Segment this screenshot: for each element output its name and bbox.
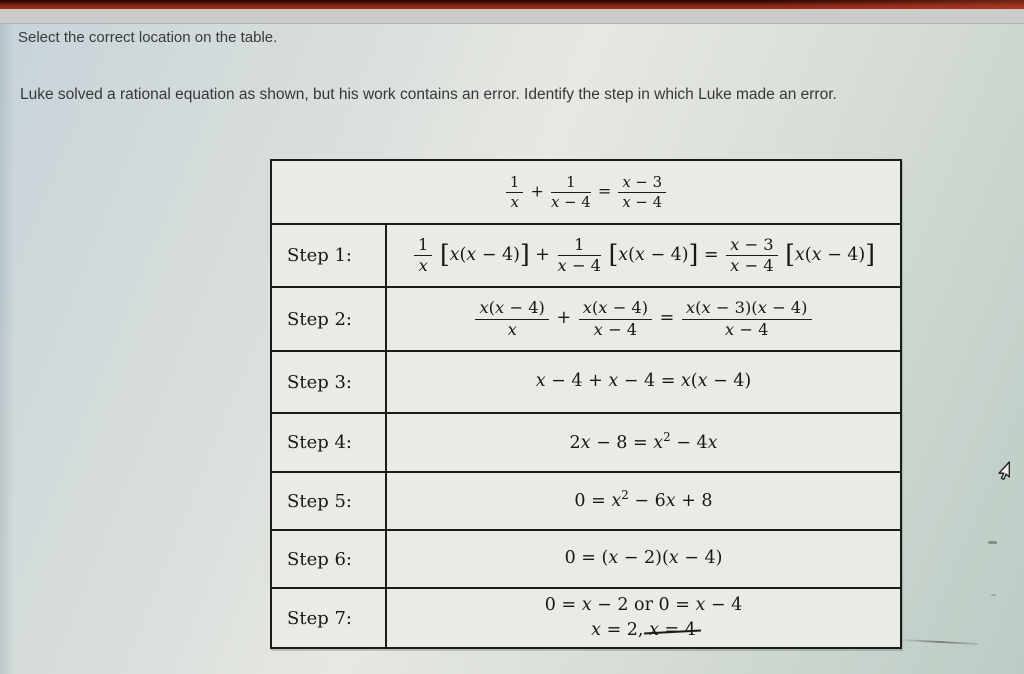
table-row[interactable]	[271, 588, 901, 648]
step-label[interactable]: Step 7:	[271, 588, 386, 648]
select-location-instruction: Select the correct location on the table.	[18, 29, 278, 46]
step-label[interactable]: Step 3:	[271, 351, 386, 413]
table-header	[271, 160, 901, 224]
step-label[interactable]: Step 2:	[271, 287, 386, 351]
screen-artifact	[991, 594, 996, 596]
step-label[interactable]: Step 6:	[271, 530, 386, 588]
equation-header-row	[271, 160, 901, 224]
question-prompt: Luke solved a rational equation as shown, but his work contains an error. Identify the step in which Luke made an error.	[20, 86, 837, 103]
steps-body	[271, 224, 901, 648]
table-row[interactable]	[271, 413, 901, 472]
table-row[interactable]	[271, 530, 901, 588]
step-equation[interactable]: $\frac{1}{x}$ [x(x − 4)] + $\frac{1}{x - 4}$ [x(x − 4)] = $\frac{x - 3}{x - 4}$ [x(x − 4)]	[386, 224, 901, 287]
screen-edge-vignette	[0, 0, 14, 674]
screen-artifact	[988, 541, 997, 544]
step-equation[interactable]: $0 = x^2 - 6x + 8$	[386, 472, 901, 530]
step-equation[interactable]: x − 4 + x − 4 = x(x − 4)	[386, 351, 901, 413]
screen-artifact	[902, 639, 978, 645]
step-label[interactable]: Step 4:	[271, 413, 386, 472]
gray-strip	[0, 9, 1024, 24]
table-row[interactable]	[271, 287, 901, 351]
step-label[interactable]: Step 5:	[271, 472, 386, 530]
top-red-bar-highlight	[764, 0, 1024, 9]
step-label[interactable]: Step 1:	[271, 224, 386, 287]
original-equation: $\frac{1}{x}$ + $\frac{1}{x - 4}$ = $\frac{x - 3}{x - 4}$	[271, 160, 901, 224]
table-row[interactable]	[271, 472, 901, 530]
top-red-bar	[0, 0, 1024, 9]
step-equation[interactable]: 0 = x − 2 or 0 = x − 4 x = 2, x = 4	[386, 588, 901, 648]
table-row[interactable]	[271, 224, 901, 287]
mouse-cursor-icon	[998, 461, 1014, 485]
steps-table	[270, 159, 902, 649]
step-equation[interactable]: 0 = (x − 2)(x − 4)	[386, 530, 901, 588]
step-equation[interactable]: $2x - 8 = x^2 - 4x$	[386, 413, 901, 472]
step-equation[interactable]: $\frac{x(x - 4)}{x}$ + $\frac{x(x - 4)}{x - 4}$ = $\frac{x(x - 3)(x - 4)}{x - 4}$	[386, 287, 901, 351]
table-row[interactable]	[271, 351, 901, 413]
